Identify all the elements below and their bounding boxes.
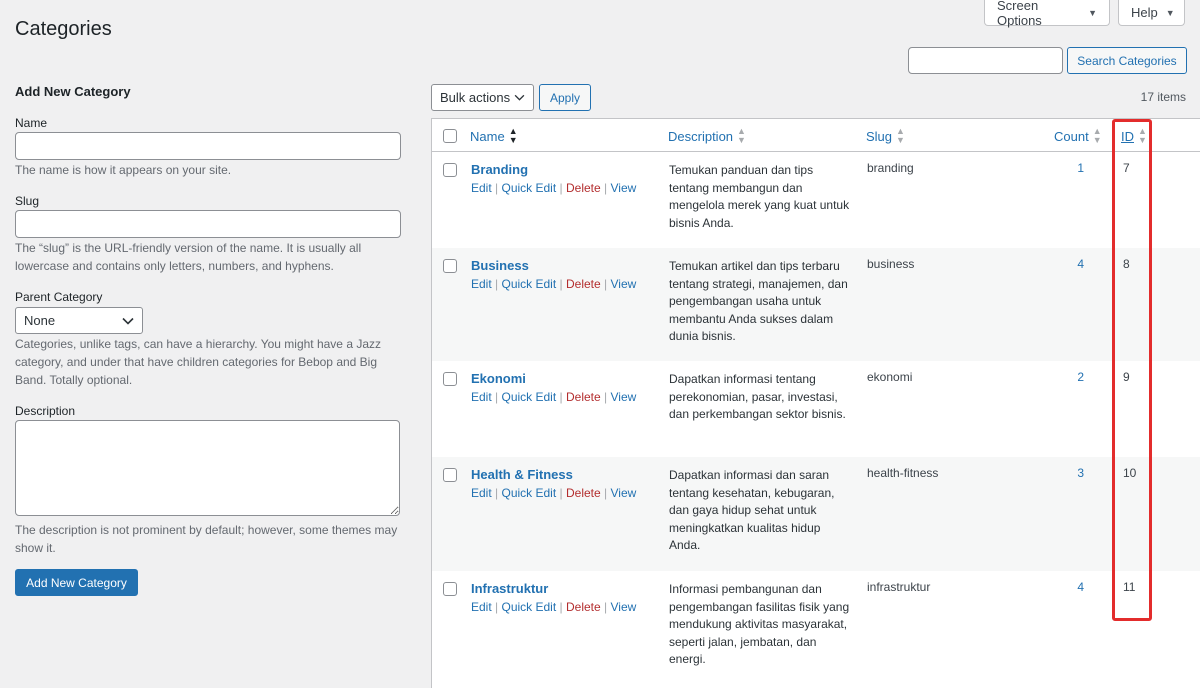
caret-down-icon: ▼: [1165, 7, 1175, 18]
delete-link[interactable]: Delete: [566, 486, 601, 500]
category-description: Dapatkan informasi dan saran tentang kesehatan, kebugaran, dan gaya hidup sehat untuk meningkatkan kualitas hidup Anda.: [669, 468, 835, 552]
edit-link[interactable]: Edit: [471, 181, 492, 195]
name-input[interactable]: [15, 132, 401, 160]
edit-link[interactable]: Edit: [471, 600, 492, 614]
form-heading: Add New Category: [15, 84, 131, 99]
view-link[interactable]: View: [610, 486, 637, 500]
delete-link[interactable]: Delete: [566, 277, 601, 291]
separator: |: [495, 486, 499, 500]
column-count-header[interactable]: [1054, 127, 1102, 145]
category-description: Informasi pembangunan dan pengembangan fasilitas fisik yang mendukung aktivitas masyarakat, seperti jalan, jembatan, dan energi.: [669, 582, 850, 666]
column-slug-header[interactable]: [866, 127, 905, 145]
separator: |: [495, 277, 499, 291]
category-name-link[interactable]: Branding: [471, 162, 529, 177]
category-id: 9: [1123, 370, 1130, 384]
separator: |: [559, 486, 563, 500]
row-actions: [471, 277, 636, 291]
separator: |: [495, 600, 499, 614]
row-actions: [471, 486, 636, 500]
row-checkbox[interactable]: [443, 163, 457, 177]
slug-label: Slug: [15, 194, 40, 208]
chevron-down-icon: [514, 94, 525, 101]
category-description: Temukan panduan dan tips tentang membangun dan mengelola merek yang kuat untuk bisnis Anda.: [669, 163, 850, 230]
table-header: [432, 119, 1200, 152]
column-name-label: Name: [470, 128, 505, 144]
table-row: [432, 571, 1200, 688]
category-name-link[interactable]: Infrastruktur: [471, 581, 549, 596]
name-help: The name is how it appears on your site.: [15, 163, 232, 177]
sort-icon: ▲ ▼: [508, 126, 518, 145]
separator: |: [495, 181, 499, 195]
screen-options-button[interactable]: [984, 0, 1110, 26]
description-textarea[interactable]: [15, 420, 400, 516]
category-count-link[interactable]: 1: [1077, 161, 1084, 175]
items-count: 17 items: [1140, 90, 1186, 104]
view-link[interactable]: View: [610, 390, 637, 404]
column-description-header[interactable]: [668, 127, 746, 145]
row-checkbox[interactable]: [443, 259, 457, 273]
column-count-label: Count: [1054, 128, 1089, 144]
table-row: [432, 248, 1200, 361]
category-id: 8: [1123, 257, 1130, 271]
edit-link[interactable]: Edit: [471, 390, 492, 404]
category-description: Dapatkan informasi tentang perekonomian, pasar, investasi, dan perkembangan sektor bisnis.: [669, 372, 846, 421]
chevron-down-icon: [122, 317, 134, 325]
separator: |: [559, 600, 563, 614]
quick-edit-link[interactable]: Quick Edit: [501, 181, 557, 195]
bulk-actions-value: Bulk actions: [440, 90, 511, 105]
add-category-form: [15, 84, 401, 590]
parent-category-label: Parent Category: [15, 290, 103, 304]
id-column-highlight: [1112, 119, 1152, 621]
column-description-label: Description: [668, 128, 734, 144]
table-row: [432, 457, 1200, 571]
view-link[interactable]: View: [610, 600, 637, 614]
table-row: [432, 361, 1200, 457]
category-count-link[interactable]: 4: [1077, 580, 1084, 594]
category-count-link[interactable]: 3: [1077, 466, 1084, 480]
delete-link[interactable]: Delete: [566, 181, 601, 195]
row-checkbox[interactable]: [443, 468, 457, 482]
search-categories-button[interactable]: Search Categories: [1067, 47, 1187, 74]
category-slug: infrastruktur: [867, 580, 931, 594]
parent-category-help: Categories, unlike tags, can have a hierarchy. You might have a Jazz category, and under that have children categories for Bebop and Big Band. Totally optional.: [15, 337, 381, 387]
category-id: 11: [1123, 580, 1136, 594]
category-description: Temukan artikel dan tips terbaru tentang strategi, manajemen, dan pengembangan usaha untuk membantu Anda sukses dalam dunia bisnis.: [669, 259, 848, 343]
category-id: 10: [1123, 466, 1137, 480]
bulk-actions-select[interactable]: [431, 84, 534, 111]
separator: |: [604, 390, 608, 404]
view-link[interactable]: View: [610, 277, 637, 291]
parent-category-value: None: [24, 313, 56, 328]
category-count-link[interactable]: 2: [1077, 370, 1084, 384]
description-label: Description: [15, 404, 76, 418]
column-slug-label: Slug: [866, 128, 893, 144]
name-label: Name: [15, 116, 48, 130]
select-all-checkbox[interactable]: [443, 129, 457, 143]
slug-help: The “slug” is the URL-friendly version of the name. It is usually all lowercase and contains only letters, numbers, and hyphens.: [15, 241, 362, 273]
view-link[interactable]: View: [610, 181, 637, 195]
parent-category-select[interactable]: [15, 307, 143, 334]
sort-icon: ▲ ▼: [1092, 126, 1102, 145]
delete-link[interactable]: Delete: [566, 390, 601, 404]
caret-down-icon: ▼: [1088, 7, 1097, 18]
category-id: 7: [1123, 161, 1130, 175]
column-name-header[interactable]: [470, 127, 518, 145]
sort-icon: ▲ ▼: [896, 126, 905, 145]
sort-icon: ▲ ▼: [737, 126, 746, 145]
help-label: Help: [1131, 5, 1158, 20]
delete-link[interactable]: Delete: [566, 600, 601, 614]
help-button[interactable]: [1118, 0, 1185, 26]
separator: |: [559, 181, 563, 195]
separator: |: [604, 181, 608, 195]
row-checkbox[interactable]: [443, 582, 457, 596]
quick-edit-link[interactable]: Quick Edit: [501, 600, 557, 614]
edit-link[interactable]: Edit: [471, 277, 492, 291]
column-id-label: ID: [1121, 128, 1134, 144]
category-name-link[interactable]: Health & Fitness: [471, 467, 573, 482]
edit-link[interactable]: Edit: [471, 486, 492, 500]
separator: |: [559, 390, 563, 404]
category-slug: health-fitness: [867, 466, 939, 480]
quick-edit-link[interactable]: Quick Edit: [501, 390, 557, 404]
apply-button[interactable]: Apply: [539, 84, 591, 111]
row-checkbox[interactable]: [443, 372, 457, 386]
separator: |: [495, 390, 499, 404]
category-name-link[interactable]: Ekonomi: [471, 371, 526, 386]
sort-icon: ▲ ▼: [1138, 126, 1147, 145]
search-input[interactable]: [908, 47, 1063, 74]
add-new-category-button[interactable]: Add New Category: [15, 569, 138, 596]
separator: |: [604, 277, 608, 291]
quick-edit-link[interactable]: Quick Edit: [501, 277, 557, 291]
slug-input[interactable]: [15, 210, 401, 238]
row-actions: [471, 600, 636, 614]
row-actions: [471, 181, 636, 195]
screen-options-label: Screen Options: [997, 0, 1042, 28]
categories-table: [431, 118, 1200, 688]
page-title: Categories: [15, 18, 112, 40]
category-count-link[interactable]: 4: [1077, 257, 1084, 271]
category-slug: business: [867, 257, 915, 271]
separator: |: [604, 600, 608, 614]
quick-edit-link[interactable]: Quick Edit: [501, 486, 557, 500]
category-slug: ekonomi: [867, 370, 913, 384]
description-help: The description is not prominent by default; however, some themes may show it.: [15, 523, 398, 555]
separator: |: [604, 486, 608, 500]
category-name-link[interactable]: Business: [471, 258, 529, 273]
category-slug: branding: [867, 161, 914, 175]
row-actions: [471, 390, 636, 404]
separator: |: [559, 277, 563, 291]
table-row: [432, 152, 1200, 248]
